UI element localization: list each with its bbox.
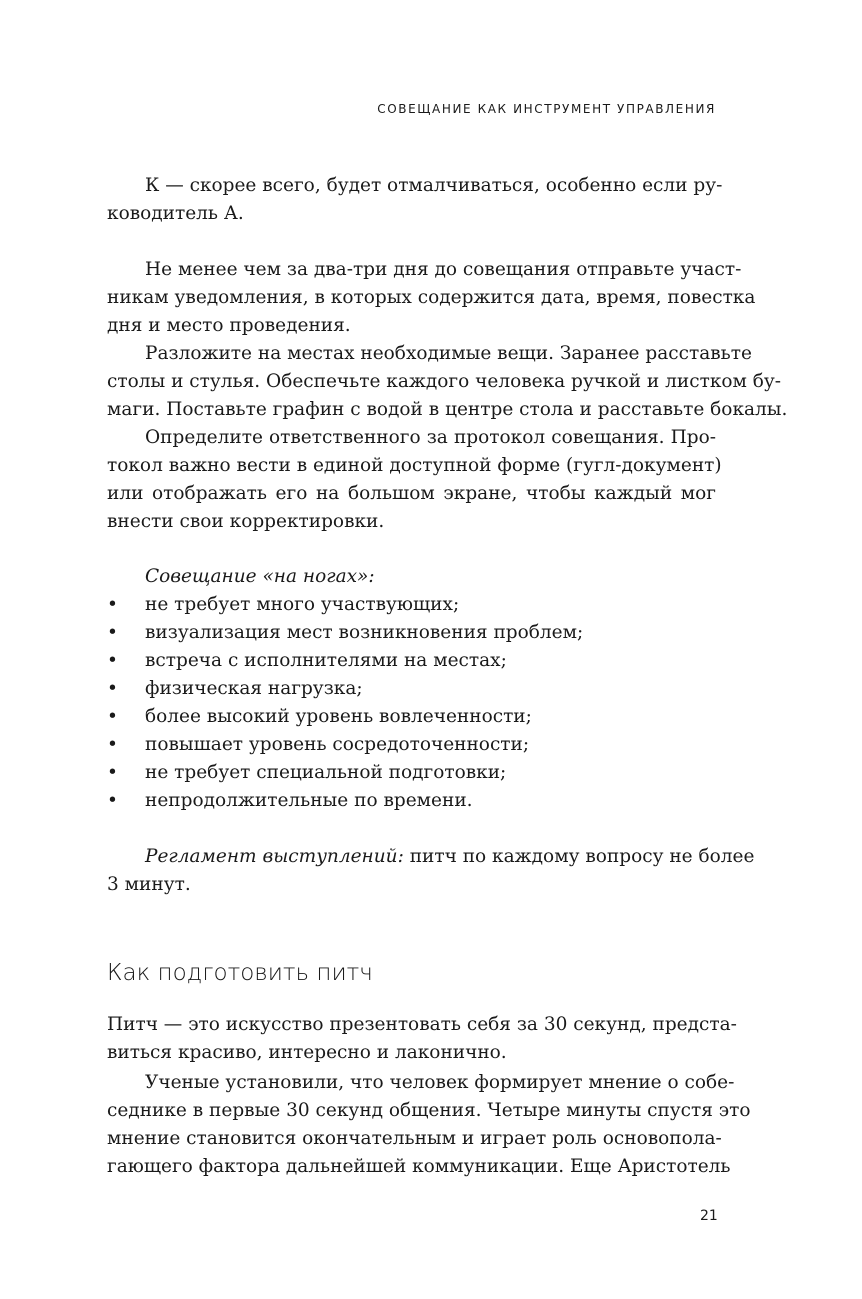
text-line: столы и стулья. Обеспечьте каждого человека ручкой и листком бу- [107, 371, 782, 392]
running-header: СОВЕЩАНИЕ КАК ИНСТРУМЕНТ УПРАВЛЕНИЯ [377, 102, 716, 116]
list-item: • встреча с исполнителями на местах; [107, 647, 507, 675]
bullet-icon: • [107, 734, 118, 755]
text-line: Определите ответственного за протокол совещания. Про- [145, 427, 716, 448]
bullet-icon: • [107, 650, 118, 671]
bullet-icon: • [107, 678, 118, 699]
list-item: • визуализация мест возникновения проблем; [107, 619, 583, 647]
text-line: внести свои корректировки. [107, 511, 385, 532]
list-item: • более высокий уровень вовлеченности; [107, 703, 532, 731]
text-line: никам уведомления, в которых содержится дата, время, повестка [107, 287, 756, 308]
bullet-icon: • [107, 594, 118, 615]
list-item: • не требует специальной подготовки; [107, 759, 506, 787]
text-line: Питч — это искусство презентовать себя за 30 секунд, предста- [107, 1014, 737, 1035]
list-item: • повышает уровень сосредоточенности; [107, 731, 529, 759]
text-line: 3 минут. [107, 874, 191, 895]
text-line: маги. Поставьте графин с водой в центре стола и расставьте бокалы. [107, 399, 788, 420]
text-line: дня и место проведения. [107, 315, 351, 336]
text-line: К — скорее всего, будет отмалчиваться, особенно если ру- [145, 175, 723, 196]
text-line: гающего фактора дальнейшей коммуникации. Еще Аристотель [107, 1156, 731, 1177]
text-line: ководитель А. [107, 203, 244, 224]
text-line: Не менее чем за два-три дня до совещания отправьте участ- [145, 259, 742, 280]
bullet-icon: • [107, 622, 118, 643]
list-title: Совещание «на ногах»: [145, 566, 375, 587]
text-line: Регламент выступлений: питч по каждому вопросу не более [145, 846, 755, 867]
bullet-icon: • [107, 706, 118, 727]
list-item: • не требует много участвующих; [107, 591, 459, 619]
text-line: или отображать его на большом экране, чтобы каждый мог [107, 483, 716, 504]
text-line: токол важно вести в единой доступной форме (гугл-документ) [107, 455, 722, 476]
text-line: виться красиво, интересно и лаконично. [107, 1042, 507, 1063]
text-line: Ученые установили, что человек формирует мнение о собе- [145, 1072, 735, 1093]
page-number: 21 [700, 1208, 718, 1224]
list-item: • непродолжительные по времени. [107, 787, 473, 815]
regulation-label: Регламент выступлений: [145, 846, 404, 867]
text-line: мнение становится окончательным и играет роль основопола- [107, 1128, 722, 1149]
list-item: • физическая нагрузка; [107, 675, 363, 703]
bullet-icon: • [107, 762, 118, 783]
section-heading: Как подготовить питч [107, 960, 373, 986]
bullet-icon: • [107, 790, 118, 811]
text-line: седнике в первые 30 секунд общения. Четыре минуты спустя это [107, 1100, 751, 1121]
text-line: Разложите на местах необходимые вещи. Заранее расставьте [145, 343, 752, 364]
